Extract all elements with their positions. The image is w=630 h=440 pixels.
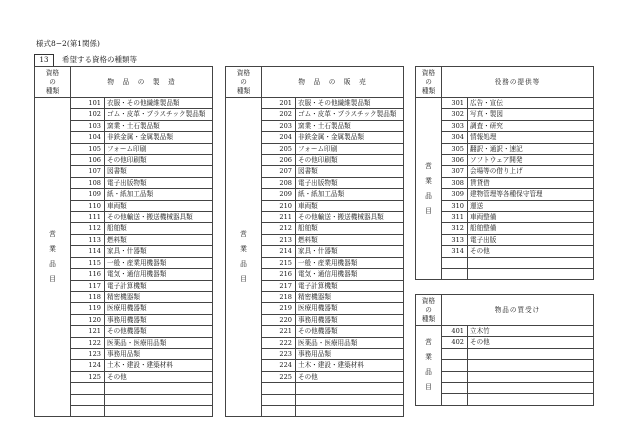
item-code: 314 xyxy=(442,246,468,257)
type-header xyxy=(226,67,262,98)
item-name: 非鉄金属・金属製品類 xyxy=(105,132,213,143)
item-code: 219 xyxy=(262,303,296,314)
item-name: 調査・研究 xyxy=(468,120,594,131)
item-code: 401 xyxy=(442,326,468,337)
manufacturing-table xyxy=(34,66,213,417)
type-header-line: 種類 xyxy=(236,86,251,95)
item-code: 223 xyxy=(262,348,296,359)
item-name xyxy=(468,382,594,393)
item-name: ゴム・皮革・プラスチック製品類 xyxy=(296,109,404,120)
section-title: 希望する資格の種類等 xyxy=(62,55,137,64)
item-code: 307 xyxy=(442,166,468,177)
item-name: 情報処理 xyxy=(468,132,594,143)
item-code: 108 xyxy=(71,177,105,188)
item-code xyxy=(442,371,468,382)
item-name xyxy=(105,405,213,416)
type-header xyxy=(416,67,442,98)
item-code: 110 xyxy=(71,200,105,211)
item-code: 120 xyxy=(71,314,105,325)
item-code: 209 xyxy=(262,189,296,200)
item-code: 310 xyxy=(442,200,468,211)
table-row xyxy=(416,394,594,405)
vertical-char: 営 xyxy=(425,338,432,347)
table-row xyxy=(416,246,594,257)
item-code xyxy=(442,257,468,268)
item-name: 事務用品類 xyxy=(105,348,213,359)
vertical-char: 品 xyxy=(425,191,432,200)
item-code: 109 xyxy=(71,189,105,200)
item-name: 写真・製図 xyxy=(468,109,594,120)
table-row xyxy=(416,382,594,393)
item-name xyxy=(468,394,594,405)
item-code: 305 xyxy=(442,143,468,154)
table-row xyxy=(416,223,594,234)
item-name: 窯業・土石製品類 xyxy=(296,120,404,131)
item-name: その他輸送・搬送機械器具類 xyxy=(296,212,404,223)
services-table xyxy=(415,66,594,280)
item-code: 122 xyxy=(71,337,105,348)
item-code: 218 xyxy=(262,291,296,302)
item-name: 図書類 xyxy=(296,166,404,177)
item-code: 101 xyxy=(71,98,105,109)
item-code: 303 xyxy=(442,120,468,131)
item-code: 106 xyxy=(71,155,105,166)
item-code xyxy=(442,360,468,371)
item-name: フォーム印刷 xyxy=(105,143,213,154)
item-name: ソフトウェア開発 xyxy=(468,155,594,166)
item-code xyxy=(262,383,296,394)
item-code xyxy=(262,405,296,416)
item-name: 燃料類 xyxy=(296,234,404,245)
item-code: 104 xyxy=(71,132,105,143)
item-name: 車両類 xyxy=(296,200,404,211)
item-name: 船舶類 xyxy=(296,223,404,234)
table-row xyxy=(416,234,594,245)
item-name: 衣服・その他繊維製品類 xyxy=(105,98,213,109)
item-code: 222 xyxy=(262,337,296,348)
item-name: 燃料類 xyxy=(105,234,213,245)
table-row xyxy=(416,212,594,223)
item-code: 210 xyxy=(262,200,296,211)
table-row xyxy=(416,120,594,131)
item-code: 220 xyxy=(262,314,296,325)
vertical-char: 品 xyxy=(49,260,56,269)
item-name: フォーム印刷 xyxy=(296,143,404,154)
vertical-char: 営 xyxy=(240,230,247,239)
item-name xyxy=(468,371,594,382)
item-code xyxy=(442,394,468,405)
item-code: 203 xyxy=(262,120,296,131)
item-code: 204 xyxy=(262,132,296,143)
item-code: 301 xyxy=(442,98,468,109)
vertical-char: 目 xyxy=(425,383,432,392)
vertical-char: 目 xyxy=(49,275,56,284)
item-name: 一般・産業用機器類 xyxy=(296,257,404,268)
item-code: 402 xyxy=(442,337,468,348)
manufacturing-title: 物 品 の 製 造 xyxy=(71,67,213,98)
item-name xyxy=(468,257,594,268)
item-code: 105 xyxy=(71,143,105,154)
item-code: 208 xyxy=(262,177,296,188)
item-name: 広告・宣伝 xyxy=(468,98,594,109)
item-code: 107 xyxy=(71,166,105,177)
item-code: 103 xyxy=(71,120,105,131)
type-header xyxy=(35,67,71,98)
item-name: 電気・通信用機器類 xyxy=(296,269,404,280)
item-name: 窯業・土石製品類 xyxy=(105,120,213,131)
item-code: 201 xyxy=(262,98,296,109)
services-title: 役務の提供等 xyxy=(442,67,594,98)
item-code: 214 xyxy=(262,246,296,257)
table-row xyxy=(416,98,594,109)
item-name: 医療用機器類 xyxy=(296,303,404,314)
type-header-line: 資格 xyxy=(236,68,251,77)
item-code: 102 xyxy=(71,109,105,120)
item-name: その他印刷類 xyxy=(105,155,213,166)
vertical-char: 業 xyxy=(425,176,432,185)
table-row xyxy=(416,360,594,371)
item-code: 221 xyxy=(262,326,296,337)
table-row xyxy=(416,200,594,211)
vertical-char: 目 xyxy=(240,275,247,284)
item-name xyxy=(296,394,404,405)
item-name: 運送 xyxy=(468,200,594,211)
item-code: 215 xyxy=(262,257,296,268)
item-name: 図書類 xyxy=(105,166,213,177)
vertical-char: 目 xyxy=(425,206,432,215)
table-row xyxy=(416,109,594,120)
item-code: 211 xyxy=(262,212,296,223)
type-header-line: の xyxy=(240,77,247,86)
item-name: 非鉄金属・金属製品類 xyxy=(296,132,404,143)
table-row xyxy=(416,143,594,154)
item-name: 紙・紙加工品類 xyxy=(296,189,404,200)
item-name: その他機器類 xyxy=(296,326,404,337)
item-name: 立木竹 xyxy=(468,326,594,337)
vertical-char: 業 xyxy=(425,353,432,362)
table-row xyxy=(416,326,594,337)
vertical-char: 営 xyxy=(49,230,56,239)
item-name: 翻訳・通訳・速記 xyxy=(468,143,594,154)
item-name: 電子計算機類 xyxy=(105,280,213,291)
item-name: 船舶類 xyxy=(105,223,213,234)
type-header-line: の xyxy=(49,77,56,86)
item-code: 311 xyxy=(442,212,468,223)
table-row xyxy=(416,177,594,188)
type-header-line: 資格 xyxy=(45,68,60,77)
item-code: 206 xyxy=(262,155,296,166)
item-code: 113 xyxy=(71,234,105,245)
item-name: 船舶整備 xyxy=(468,223,594,234)
item-name: 電気・通信用機器類 xyxy=(105,269,213,280)
item-name: その他輸送・搬送機械器具類 xyxy=(105,212,213,223)
item-code xyxy=(262,394,296,405)
item-name: 建物管理等各種保守管理 xyxy=(468,189,594,200)
form-label: 様式8−2(第1関係) xyxy=(36,39,100,48)
vertical-char: 営 xyxy=(425,161,432,170)
item-name xyxy=(468,360,594,371)
table-row xyxy=(226,98,404,109)
table-row xyxy=(416,155,594,166)
vertical-char: 業 xyxy=(240,245,247,254)
item-code xyxy=(442,348,468,359)
item-name: 車両整備 xyxy=(468,212,594,223)
item-code: 309 xyxy=(442,189,468,200)
item-name: 事務用品類 xyxy=(296,348,404,359)
item-code: 304 xyxy=(442,132,468,143)
item-name: 会場等の借り上げ xyxy=(468,166,594,177)
item-code: 117 xyxy=(71,280,105,291)
type-header-line: 種類 xyxy=(45,86,60,95)
item-name: その他 xyxy=(468,246,594,257)
item-name: 賃貸借 xyxy=(468,177,594,188)
type-header-line: の xyxy=(425,77,432,86)
sales-title: 物 品 の 販 売 xyxy=(262,67,404,98)
item-code xyxy=(71,383,105,394)
sales-table xyxy=(225,66,404,417)
table-row xyxy=(416,189,594,200)
item-name xyxy=(296,405,404,416)
item-name: 精密機器類 xyxy=(105,291,213,302)
business-category-label xyxy=(416,98,442,280)
item-name: ゴム・皮革・プラスチック製品類 xyxy=(105,109,213,120)
item-code: 121 xyxy=(71,326,105,337)
item-name xyxy=(105,394,213,405)
item-code xyxy=(71,394,105,405)
item-name: 紙・紙加工品類 xyxy=(105,189,213,200)
item-name: 医薬品・医療用品類 xyxy=(296,337,404,348)
item-name: 一般・産業用機器類 xyxy=(105,257,213,268)
item-name: 電子計算機類 xyxy=(296,280,404,291)
item-code: 114 xyxy=(71,246,105,257)
item-code: 207 xyxy=(262,166,296,177)
business-category-label xyxy=(35,98,71,417)
business-category-label xyxy=(226,98,262,417)
item-name: 電子出版物類 xyxy=(105,177,213,188)
item-code: 313 xyxy=(442,234,468,245)
table-row xyxy=(416,257,594,268)
item-name: 精密機器類 xyxy=(296,291,404,302)
item-code: 205 xyxy=(262,143,296,154)
purchase-table xyxy=(415,294,594,406)
item-name: 家具・什器類 xyxy=(296,246,404,257)
item-name: 車両類 xyxy=(105,200,213,211)
table-row xyxy=(416,269,594,280)
type-header-line: 資格 xyxy=(421,68,436,77)
item-code: 116 xyxy=(71,269,105,280)
table-row xyxy=(416,337,594,348)
item-code: 118 xyxy=(71,291,105,302)
item-name: その他 xyxy=(468,337,594,348)
table-row xyxy=(416,371,594,382)
table-row xyxy=(35,98,213,109)
item-name: その他 xyxy=(296,371,404,382)
section-number: 13 xyxy=(34,54,54,67)
item-code: 213 xyxy=(262,234,296,245)
item-name: 土木・建設・建築材料 xyxy=(296,360,404,371)
type-header-line: 資格 xyxy=(421,296,436,305)
type-header-line: 種類 xyxy=(421,86,436,95)
table-row xyxy=(416,348,594,359)
item-code: 112 xyxy=(71,223,105,234)
item-code: 212 xyxy=(262,223,296,234)
item-code: 217 xyxy=(262,280,296,291)
item-name xyxy=(105,383,213,394)
item-name: 土木・建設・建築材料 xyxy=(105,360,213,371)
table-row xyxy=(416,132,594,143)
item-code: 124 xyxy=(71,360,105,371)
item-code: 119 xyxy=(71,303,105,314)
business-category-label xyxy=(416,326,442,406)
item-code: 216 xyxy=(262,269,296,280)
item-name xyxy=(468,269,594,280)
item-code: 308 xyxy=(442,177,468,188)
purchase-title: 物品の買受け xyxy=(442,295,594,326)
type-header-line: の xyxy=(425,305,432,314)
item-code: 225 xyxy=(262,371,296,382)
item-name: 医薬品・医療用品類 xyxy=(105,337,213,348)
item-code: 302 xyxy=(442,109,468,120)
item-name: その他印刷類 xyxy=(296,155,404,166)
item-code xyxy=(442,382,468,393)
item-code: 312 xyxy=(442,223,468,234)
item-name: 事務用機器類 xyxy=(105,314,213,325)
table-row xyxy=(416,166,594,177)
item-name: 衣服・その他繊維製品類 xyxy=(296,98,404,109)
item-code: 123 xyxy=(71,348,105,359)
vertical-char: 業 xyxy=(49,245,56,254)
vertical-char: 品 xyxy=(240,260,247,269)
item-code: 224 xyxy=(262,360,296,371)
item-code: 111 xyxy=(71,212,105,223)
item-code xyxy=(442,269,468,280)
item-name: その他機器類 xyxy=(105,326,213,337)
type-header-line: 種類 xyxy=(421,314,436,323)
item-name: 事務用機器類 xyxy=(296,314,404,325)
item-name xyxy=(468,348,594,359)
item-code xyxy=(71,405,105,416)
item-name: 医療用機器類 xyxy=(105,303,213,314)
vertical-char: 品 xyxy=(425,368,432,377)
item-code: 125 xyxy=(71,371,105,382)
item-name: 電子出版 xyxy=(468,234,594,245)
item-code: 202 xyxy=(262,109,296,120)
item-code: 115 xyxy=(71,257,105,268)
item-name: 家具・什器類 xyxy=(105,246,213,257)
item-name: 電子出版物類 xyxy=(296,177,404,188)
type-header xyxy=(416,295,442,326)
item-code: 306 xyxy=(442,155,468,166)
item-name xyxy=(296,383,404,394)
item-name: その他 xyxy=(105,371,213,382)
